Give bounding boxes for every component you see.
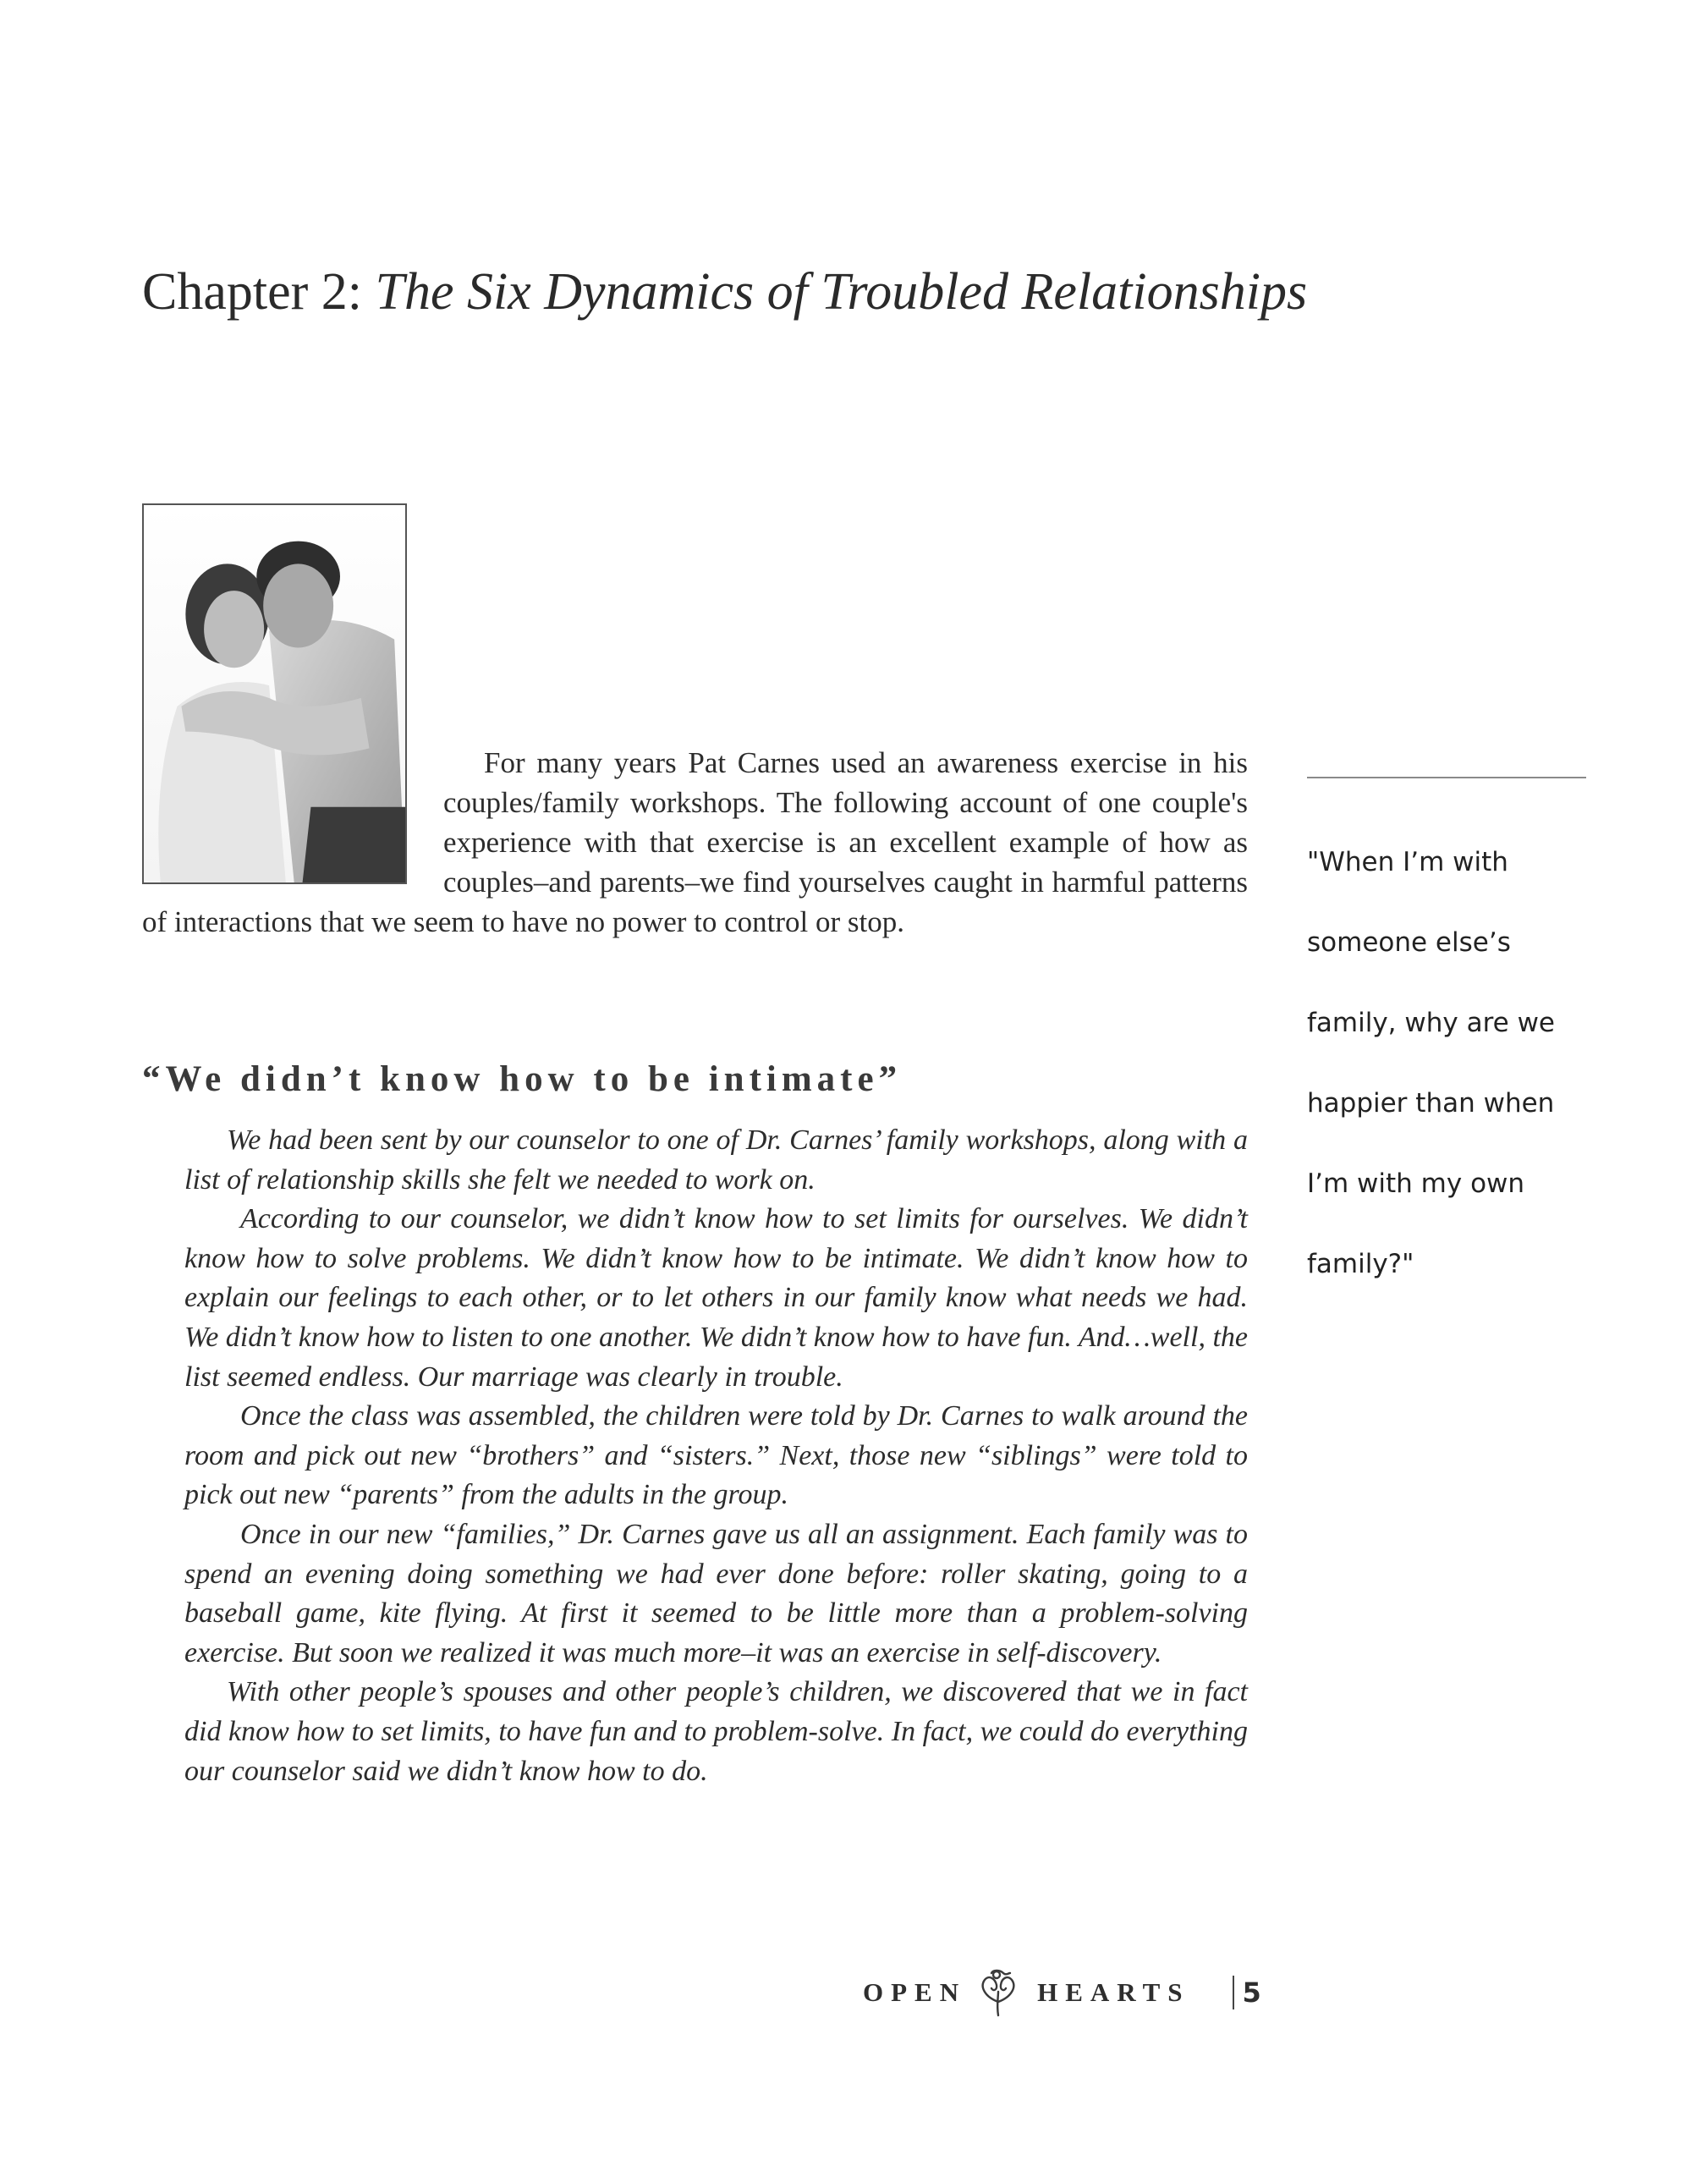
story-paragraph: According to our counselor, we didn’t know how to set limits for ourselves. We didn’t know how to solve problems. We didn’t know how to be intimate. We didn’t know how to explain our feelings to each other, or to let others in our family know what needs we had. We didn’t know how to listen to one another. We didn’t know how to have fun. And…well, the list seemed endless. Our marriage was clearly in trouble. <box>184 1203 1248 1393</box>
brand-open: OPEN <box>863 1977 967 2007</box>
pull-quote-line: family?" <box>1307 1249 1414 1279</box>
intro-paragraph <box>142 743 1248 942</box>
pull-quote <box>1307 822 1586 1305</box>
photo-wrap-spacer <box>142 743 443 902</box>
chapter-title <box>142 258 1307 326</box>
intro-text: For many years Pat Carnes used an awareness exercise in his couples/family workshops. The following account of one couple's experience with that exercise is an excellent example of how as couples–and parents–we find yourselves caught in harmful patterns of interactions that we seem to have no power to control or stop. <box>142 746 1248 938</box>
pull-quote-line: "When I’m with <box>1307 847 1508 877</box>
footer-separator <box>1233 1976 1234 2009</box>
page-number: 5 <box>1242 1976 1261 2009</box>
page-footer <box>863 1971 1261 2014</box>
brand-hearts: HEARTS <box>1037 1977 1190 2007</box>
heart-flower-icon <box>978 1968 1019 2017</box>
pull-quote-line: someone else’s <box>1307 927 1511 958</box>
story-paragraph: Once in our new “families,” Dr. Carnes gave us all an assignment. Each family was to spend an evening doing something we had ever done before: roller skating, going to a baseball game, kite flying. At first it seemed to be little more than a problem-solving exercise. But soon we realized it was much more–it was an exercise in self-discovery. <box>184 1518 1248 1668</box>
story-paragraph: Once the class was assembled, the children were told by Dr. Carnes to walk around the room and pick out new “brothers” and “sisters.” Next, those new “siblings” were told to pick out new “parents” from the adults in the group. <box>184 1400 1248 1511</box>
chapter-number: Chapter 2: <box>142 263 376 321</box>
pull-quote-line: family, why are we <box>1307 1008 1556 1038</box>
section-heading: “We didn’t know how to be intimate” <box>142 1059 903 1099</box>
story-body <box>184 1121 1248 1791</box>
sidebar-divider <box>1307 777 1586 778</box>
story-paragraph: With other people’s spouses and other people’s children, we discovered that we in fact did know how to set limits, to have fun and to problem-solve. In fact, we could do everything our counselor said we didn’t know how to do. <box>184 1676 1248 1787</box>
chapter-subtitle: The Six Dynamics of Troubled Relationships <box>375 263 1308 321</box>
pull-quote-line: I’m with my own <box>1307 1168 1525 1199</box>
pull-quote-line: happier than when <box>1307 1088 1555 1119</box>
story-paragraph: We had been sent by our counselor to one of Dr. Carnes’ family workshops, along with a list of relationship skills she felt we needed to work on. <box>184 1124 1248 1196</box>
